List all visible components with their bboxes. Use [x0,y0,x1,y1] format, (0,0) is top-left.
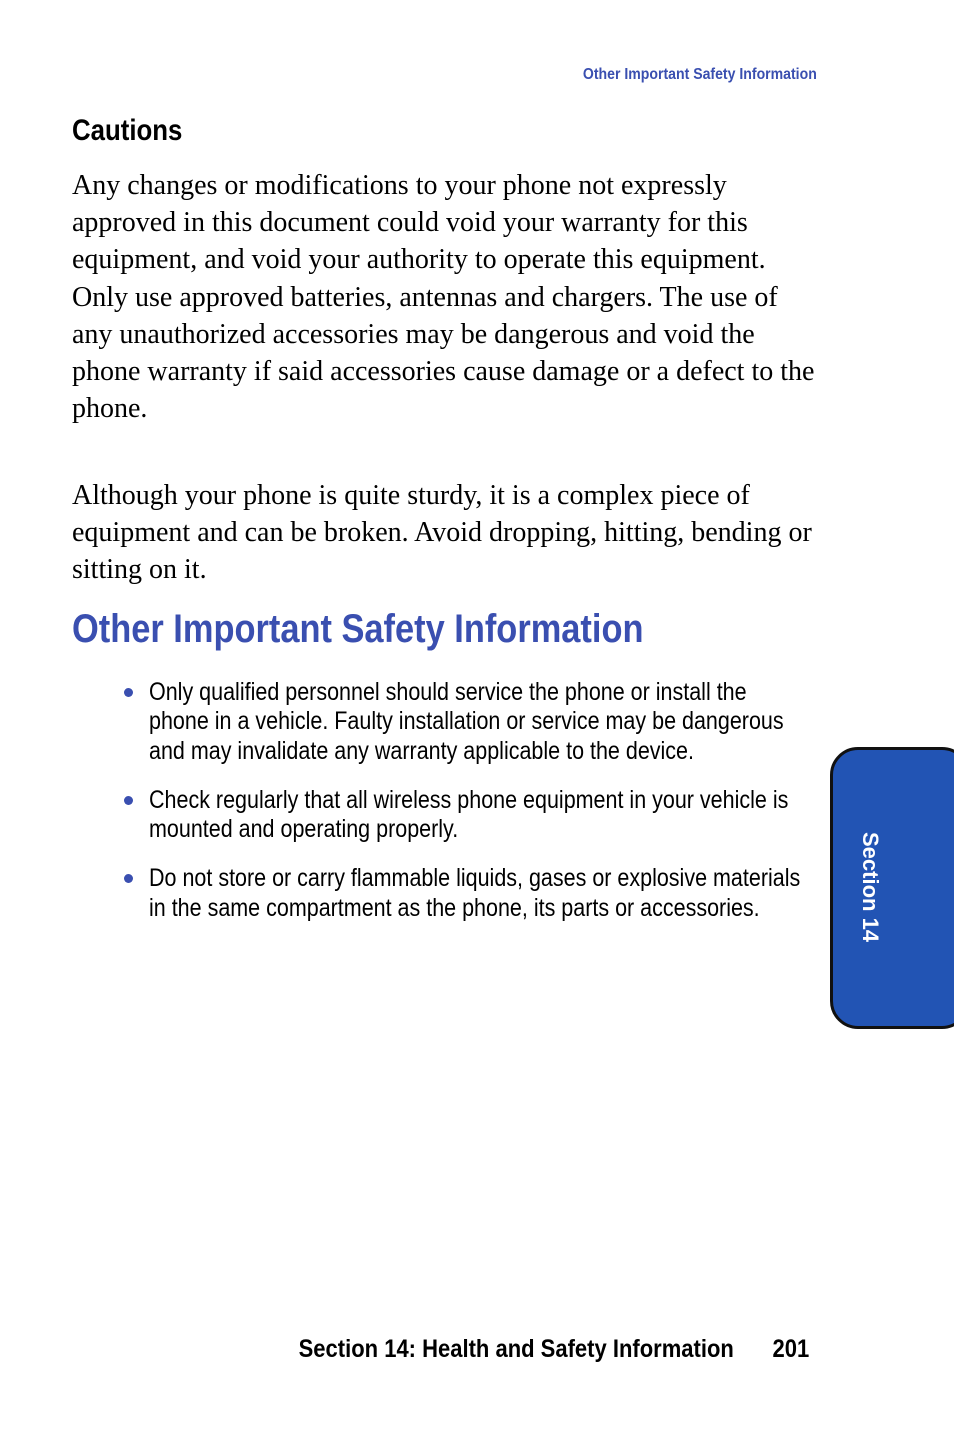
bullet-dot-icon [124,688,133,697]
bullet-item [122,678,812,766]
footer-section-title: Section 14: Health and Safety Information [298,1335,734,1363]
page-footer [298,1335,809,1364]
bullet-item [122,786,812,845]
bullet-dot-icon [124,874,133,883]
bullet-text: Do not store or carry flammable liquids, gases or explosive materials in the same compartment as the phone, its parts or accessories. [149,864,801,922]
section-tab [830,747,954,1029]
safety-bullet-list [122,678,812,943]
running-header: Other Important Safety Information [583,66,817,83]
bullet-text: Check regularly that all wireless phone equipment in your vehicle is mounted and operating properly. [149,785,789,844]
section-heading: Other Important Safety Information [72,607,644,651]
cautions-paragraph: Although your phone is quite sturdy, it is a complex piece of equipment and can be broken. Avoid dropping, hitting, bending or sitting on it. [72,480,812,586]
page-number: 201 [772,1335,809,1363]
section-tab-label: Section 14 [858,832,883,943]
bullet-dot-icon [124,796,133,805]
cautions-heading: Cautions [72,114,183,147]
bullet-text: Only qualified personnel should service the phone or install the phone in a vehicle. Faulty installation or service may be dangerous and may invalidate any warranty applicable to the device. [149,678,784,765]
cautions-paragraph: Any changes or modifications to your phone not expressly approved in this document could void your warranty for this equipment, and void your authority to operate this equipment. Only use approved batteries, antennas and chargers. The use of any unauthorized accessories may be dangerous and void the phone warranty if said accessories cause damage or a defect to the phone. [72,170,815,425]
bullet-item [122,864,812,923]
